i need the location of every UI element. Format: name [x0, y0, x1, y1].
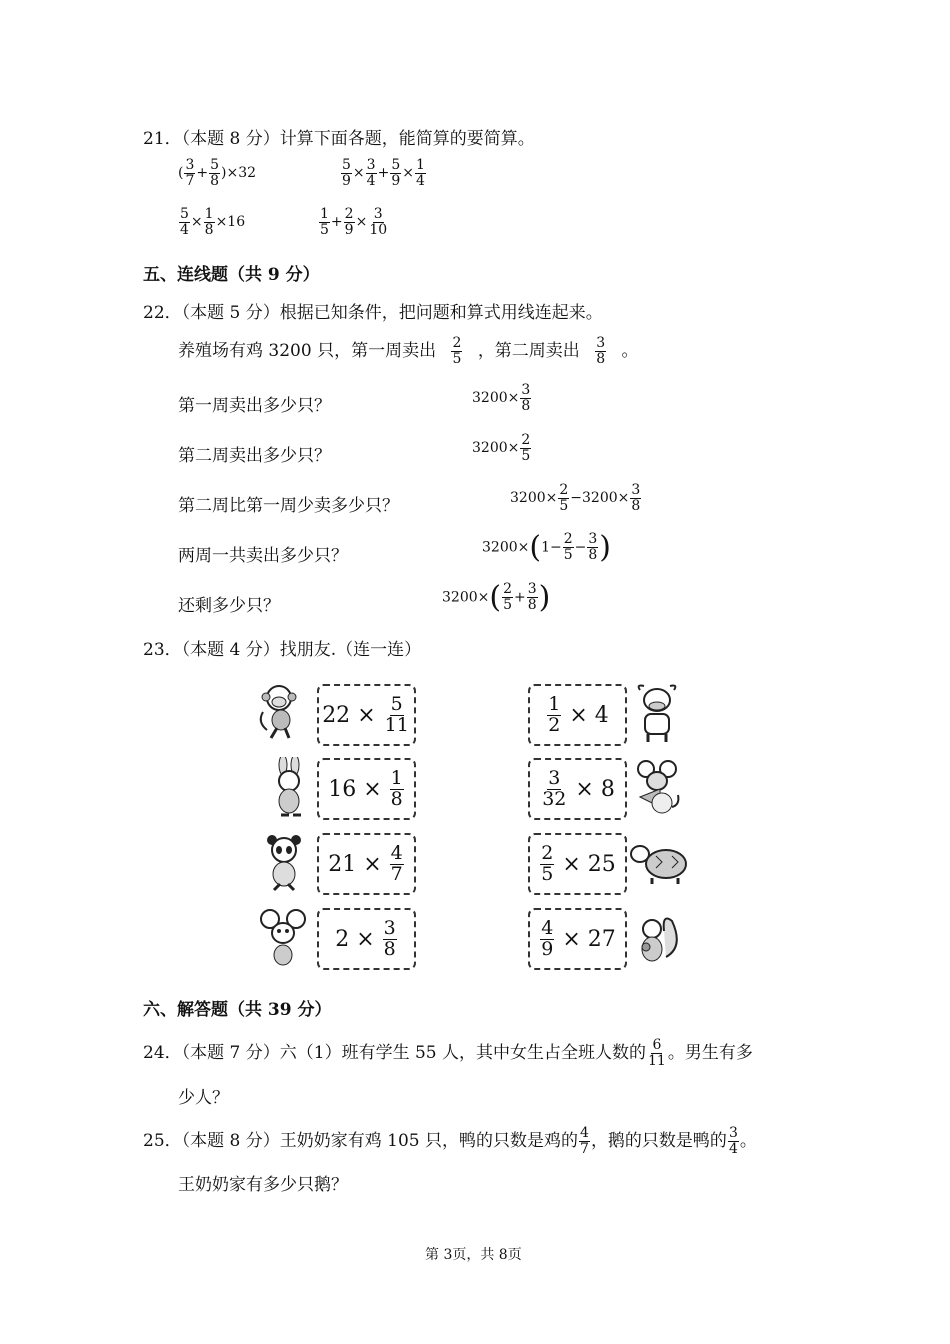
panda-icon: [260, 832, 310, 894]
right-card-1[interactable]: $\frac{1}{2}$ × 4: [528, 684, 627, 746]
turtle-icon: [628, 832, 690, 894]
section-5-heading: 五、连线题（共 9 分）: [143, 265, 320, 285]
page-footer: 第 3页，共 8页: [425, 1247, 522, 1263]
q21-expr-1: ( $\frac{3}{7}$ + $\frac{5}{8}$ )×32: [178, 157, 257, 189]
left-card-4[interactable]: 2 × $\frac{3}{8}$: [317, 908, 416, 970]
q24-line-2: 少人？: [178, 1088, 229, 1108]
q23-label: 23．（本题 4 分）找朋友.（连一连）: [143, 640, 422, 660]
q25-line-2: 王奶奶家有多少只鹅？: [178, 1175, 348, 1195]
q22-condition: 养殖场有鸡 3200 只，第一周卖出 $\frac{2}{5}$ ，第二周卖出 $\frac{3}{8}$ 。: [178, 335, 639, 367]
q22-question-2: 第二周卖出多少只？: [178, 446, 331, 466]
q22-question-5: 还剩多少只？: [178, 596, 280, 616]
mouse-icon: [258, 907, 308, 969]
cow-icon: [632, 682, 682, 744]
mouse-with-cheese-icon: [632, 757, 682, 819]
q22-formula-2: 3200× $\frac{2}{5}$: [472, 432, 531, 464]
right-card-3[interactable]: $\frac{2}{5}$ × 25: [528, 833, 627, 895]
q22-label: 22．（本题 5 分）根据已知条件，把问题和算式用线连起来。: [143, 303, 603, 323]
squirrel-icon: [632, 907, 682, 969]
q22-question-1: 第一周卖出多少只？: [178, 396, 331, 416]
q22-formula-4: 3200×(1− $\frac{2}{5}$ − $\frac{3}{8}$ ): [482, 530, 612, 565]
q21-label: 21．（本题 8 分）计算下面各题，能简算的要简算。: [143, 129, 535, 149]
left-card-1[interactable]: 22 × $\frac{5}{11}$: [317, 684, 416, 746]
right-card-4[interactable]: $\frac{4}{9}$ × 27: [528, 908, 627, 970]
left-card-2[interactable]: 16 × $\frac{1}{8}$: [317, 758, 416, 820]
rabbit-icon: [265, 757, 315, 819]
q25-line-1: 25．（本题 8 分）王奶奶家有鸡 105 只，鸭的只数是鸡的 $\frac{4}{7}$ ，鹅的只数是鸭的 $\frac{3}{4}$ 。: [143, 1125, 757, 1157]
q22-formula-1: 3200× $\frac{3}{8}$: [472, 382, 531, 414]
section-6-heading: 六、解答题（共 39 分）: [143, 1000, 332, 1020]
q21-expr-3: $\frac{5}{4}$ × $\frac{1}{8}$ ×16: [180, 206, 246, 238]
monkey-icon: [255, 682, 305, 744]
q24-line-1: 24．（本题 7 分）六（1）班有学生 55 人，其中女生占全班人数的 $\frac{6}{11}$ 。男生有多: [143, 1037, 753, 1069]
q22-formula-5: 3200×( $\frac{2}{5}$ + $\frac{3}{8}$ ): [442, 580, 551, 615]
q22-question-3: 第二周比第一周少卖多少只？: [178, 496, 399, 516]
q22-question-4: 两周一共卖出多少只？: [178, 546, 348, 566]
left-card-3[interactable]: 21 × $\frac{4}{7}$: [317, 833, 416, 895]
right-card-2[interactable]: $\frac{3}{32}$ × 8: [528, 758, 627, 820]
q21-expr-2: $\frac{5}{9}$ × $\frac{3}{4}$ + $\frac{5}{9}$ × $\frac{1}{4}$: [342, 157, 425, 189]
q21-expr-4: $\frac{1}{5}$ + $\frac{2}{9}$ × $\frac{3}{10}$: [320, 206, 388, 238]
q22-formula-3: 3200× $\frac{2}{5}$ −3200× $\frac{3}{8}$: [510, 482, 641, 514]
